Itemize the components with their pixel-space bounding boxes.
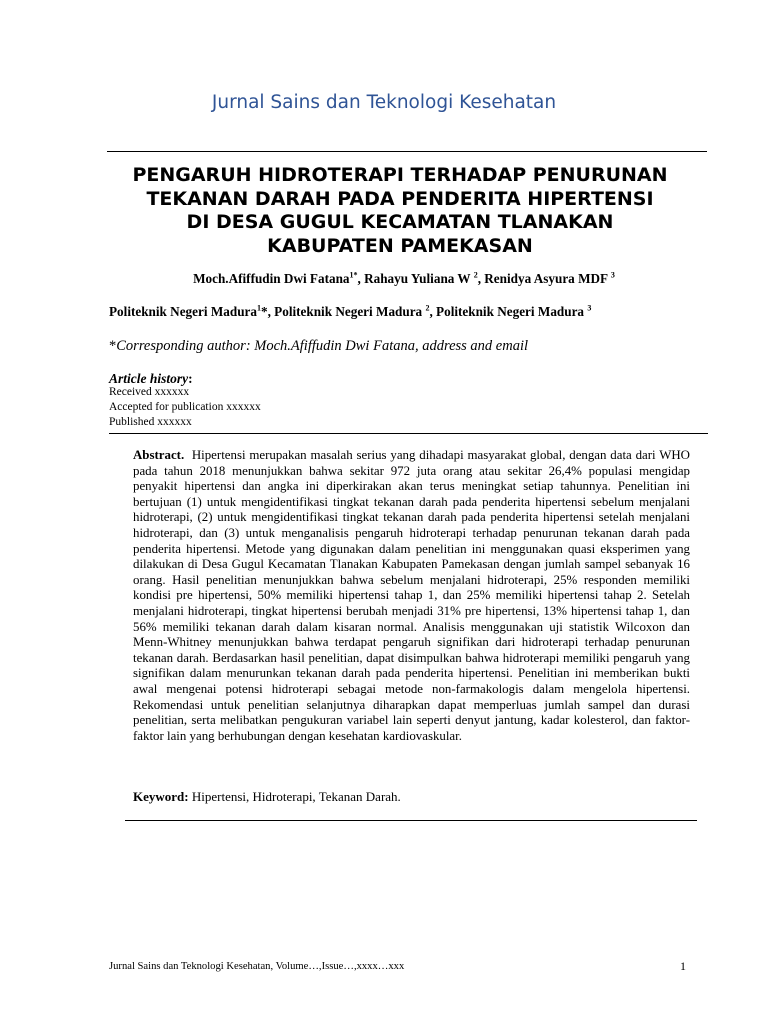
author-name: Moch.Afiffudin Dwi Fatana (193, 271, 350, 286)
history-received: Received xxxxxx (109, 386, 190, 398)
affiliation-name: Politeknik Negeri Madura (436, 304, 585, 319)
affiliation-mark: 2 (425, 303, 430, 313)
author-name: Renidya Asyura MDF (484, 271, 608, 286)
footer-citation: Jurnal Sains dan Teknologi Kesehatan, Volume…,Issue…,xxxx…xxx (109, 961, 405, 972)
keywords (133, 789, 401, 805)
corresponding-prefix: * (109, 338, 117, 354)
history-accepted: Accepted for publication xxxxxx (109, 401, 261, 413)
corresponding-author-text: Corresponding author: Moch.Afiffudin Dwi Fatana, address and email (116, 338, 529, 354)
affiliation-name: Politeknik Negeri Madura (109, 304, 257, 319)
affiliation-name: Politeknik Negeri Madura (274, 304, 423, 319)
paper-title (100, 164, 700, 258)
affiliation-mark: 1 (256, 303, 261, 313)
author-list: Moch.Afiffudin Dwi Fatana$^{1*}$, Rahayu Yuliana W $^2$, Renidya Asyura MDF $^3$ (193, 270, 615, 286)
author-mark: 2 (473, 270, 478, 280)
history-published: Published xxxxxx (109, 416, 192, 428)
author-name: Rahayu Yuliana W (364, 271, 471, 286)
affiliation-mark: 3 (587, 303, 592, 313)
corresponding-author (109, 338, 528, 355)
paper-title-line: TEKANAN DARAH PADA PENDERITA HIPERTENSI (146, 187, 654, 210)
affiliation-list: Politeknik Negeri Madura$^1$*, Politeknik Negeri Madura $^2$, Politeknik Negeri Madura $^3$ (109, 303, 592, 319)
history-divider (109, 433, 708, 434)
abstract-text: Hipertensi merupakan masalah serius yang dihadapi masyarakat global, dengan data dari WHO pada tahun 2018 menunjukkan bahwa sekitar 972 juta orang atau sekitar 26,4% populasi mengidap penyakit hipertensi dan angka ini diperkirakan akan terus meningkat setiap tahunnya. Penelitian ini bertujuan (1) untuk mengidentifikasi tingkat tekanan darah pada penderita hipertensi sebelum menjalani hidroterapi, (2) untuk mengidentifikasi tingkat tekanan darah pada penderita hipertensi setelah menjalani hidroterapi, dan (3) untuk menganalisis pengaruh hidroterapi terhadap penurunan tekanan darah pada penderita hipertensi. Metode yang digunakan dalam penelitian ini menggunakan quasi eksperimen yang dilakukan di Desa Gugul Kecamatan Tlanakan Kabupaten Pamekasan dengan jumlah sampel sebanyak 16 orang. Hasil penelitian menunjukkan bahwa sebelum menjalani hidroterapi, 25% responden memiliki kondisi pre hipertensi, 50% memiliki hipertensi tahap 1, dan 25% memiliki hipertensi tahap 2. Setelah menjalani hidroterapi, tingkat hipertensi berubah menjadi 31% pre hipertensi, 13% hipertensi tahap 1, dan 56% memiliki tekanan darah dalam kisaran normal. Analisis menggunakan uji statistik Wilcoxon dan Menn-Whitney menunjukkan bahwa terdapat pengaruh signifikan dari hidroterapi terhadap penurunan tekanan darah. Berdasarkan hasil penelitian, dapat disimpulkan bahwa hidroterapi memiliki pengaruh yang signifikan dalam menurunkan tekanan darah pada penderita hipertensi. Penelitian ini memberikan bukti awal mengenai potensi hidroterapi sebagai metode non-farmakologis dalam mengelola hipertensi. Rekomendasi untuk penelitian selanjutnya diharapkan dapat memperluas jumlah sampel dan durasi penelitian, serta melibatkan pengukuran variabel lain seperti denyut jantung, kadar kolesterol, dan faktor-faktor lain yang berhubungan dengan kesehatan kardiovaskular. (133, 448, 690, 743)
keyword-label: Keyword: (133, 789, 189, 804)
journal-title: Jurnal Sains dan Teknologi Kesehatan (211, 92, 557, 113)
top-divider (107, 151, 707, 152)
article-history-label: Article history (109, 371, 189, 386)
article-history-heading: Article history: (109, 371, 193, 386)
author-mark: 1* (349, 270, 358, 280)
abstract-bottom-divider (125, 820, 697, 821)
abstract (133, 448, 690, 744)
keyword-text: Hipertensi, Hidroterapi, Tekanan Darah. (191, 789, 401, 804)
paper-title-line: PENGARUH HIDROTERAPI TERHADAP PENURUNAN (132, 164, 668, 186)
abstract-label: Abstract. (133, 448, 185, 462)
paper-title-line: KABUPATEN PAMEKASAN (267, 234, 533, 257)
paper-title-line: DI DESA GUGUL KECAMATAN TLANAKAN (186, 211, 614, 233)
page-number: 1 (680, 959, 686, 973)
affiliation-suffix: * (260, 304, 268, 319)
author-mark: 3 (610, 270, 615, 280)
